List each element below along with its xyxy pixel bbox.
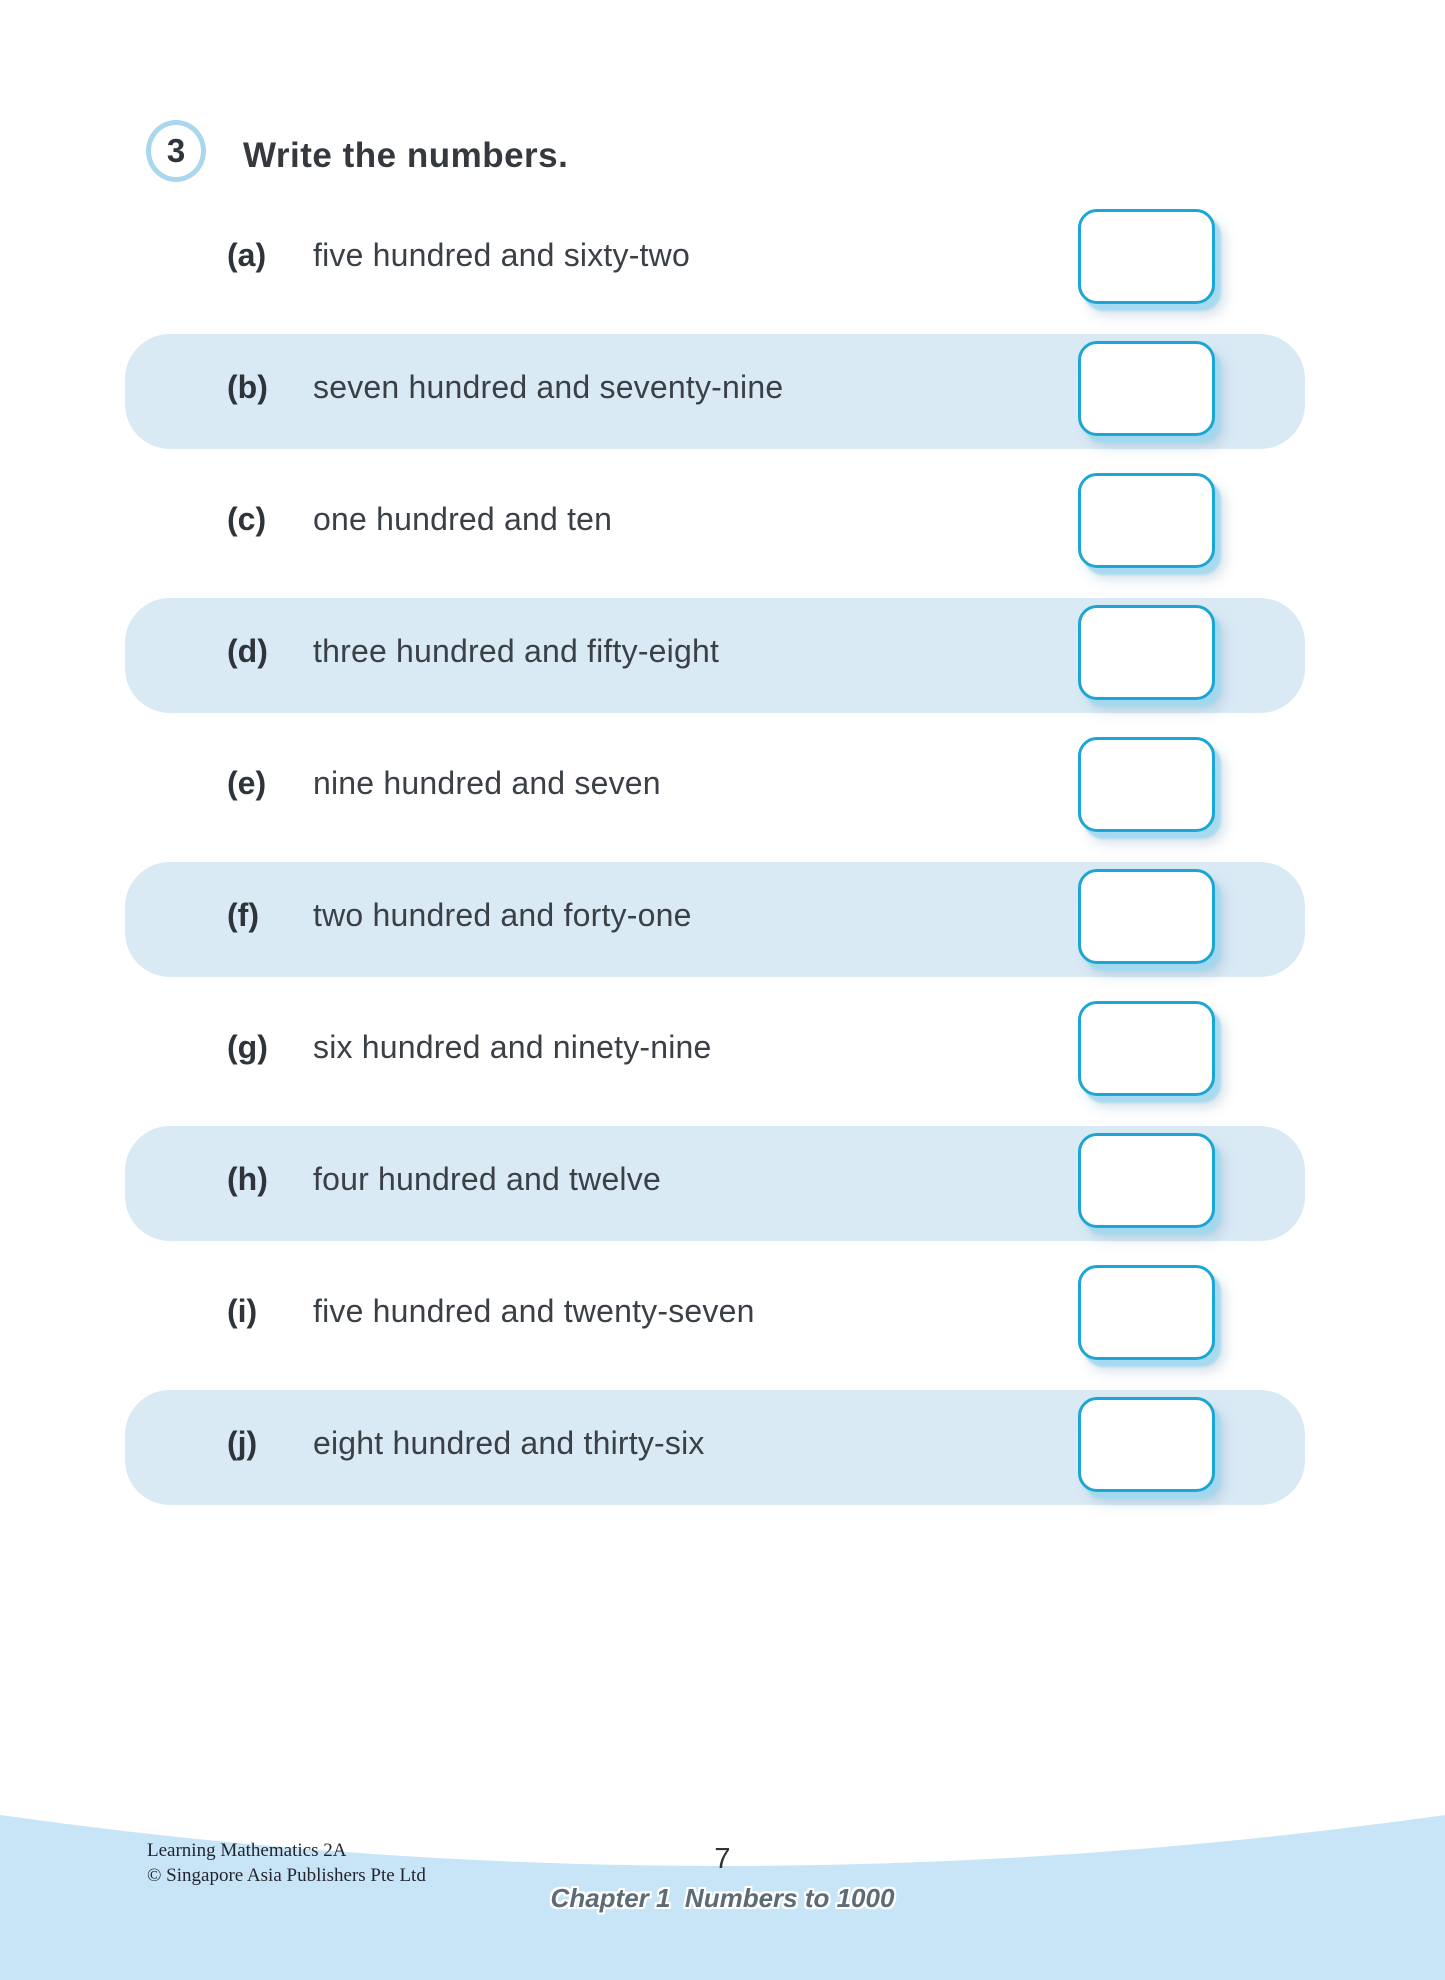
item-label: (f): [227, 896, 259, 933]
question-number-circle: [146, 120, 206, 182]
item-text: eight hundred and thirty-six: [313, 1424, 705, 1461]
answer-box-d[interactable]: [1078, 605, 1215, 700]
exercise-list: [125, 189, 1305, 1509]
item-label: (h): [227, 1160, 268, 1197]
item-text: five hundred and sixty-two: [313, 236, 690, 273]
page-number: 7: [714, 1843, 731, 1875]
footer: [0, 1790, 1445, 1980]
answer-box-b[interactable]: [1078, 341, 1215, 436]
item-text: four hundred and twelve: [313, 1160, 661, 1197]
answer-box-i[interactable]: [1078, 1265, 1215, 1360]
answer-box-h[interactable]: [1078, 1133, 1215, 1228]
answer-box-e[interactable]: [1078, 737, 1215, 832]
page-title: Write the numbers.: [243, 136, 569, 175]
item-text: one hundred and ten: [313, 500, 613, 537]
item-label: (b): [227, 368, 268, 405]
item-text: two hundred and forty-one: [313, 896, 692, 933]
item-label: (g): [227, 1028, 268, 1065]
question-number: 3: [166, 132, 186, 169]
answer-box-j[interactable]: [1078, 1397, 1215, 1492]
chapter-label: Chapter 1 Numbers to 1000: [550, 1883, 895, 1913]
exercise-row-f: [125, 849, 1305, 981]
answer-box-f[interactable]: [1078, 869, 1215, 964]
item-label: (a): [227, 236, 267, 273]
item-text: six hundred and ninety-nine: [313, 1028, 712, 1065]
item-label: (j): [227, 1424, 258, 1461]
exercise-row-i: [125, 1245, 1305, 1377]
exercise-row-d: [125, 585, 1305, 717]
exercise-row-e: [125, 717, 1305, 849]
item-label: (d): [227, 632, 268, 669]
item-text: nine hundred and seven: [313, 764, 661, 801]
item-label: (c): [227, 500, 267, 537]
exercise-row-b: [125, 321, 1305, 453]
answer-box-a[interactable]: [1078, 209, 1215, 304]
copyright-line: © Singapore Asia Publishers Pte Ltd: [147, 1865, 426, 1886]
exercise-row-c: [125, 453, 1305, 585]
item-text: three hundred and fifty-eight: [313, 632, 720, 669]
item-label: (e): [227, 764, 267, 801]
answer-box-c[interactable]: [1078, 473, 1215, 568]
answer-box-g[interactable]: [1078, 1001, 1215, 1096]
item-text: seven hundred and seventy-nine: [313, 368, 784, 405]
exercise-row-h: [125, 1113, 1305, 1245]
exercise-row-g: [125, 981, 1305, 1113]
exercise-row-j: [125, 1377, 1305, 1509]
exercise-row-a: [125, 189, 1305, 321]
item-text: five hundred and twenty-seven: [313, 1292, 755, 1329]
book-title: Learning Mathematics 2A: [147, 1840, 347, 1861]
item-label: (i): [227, 1292, 258, 1329]
